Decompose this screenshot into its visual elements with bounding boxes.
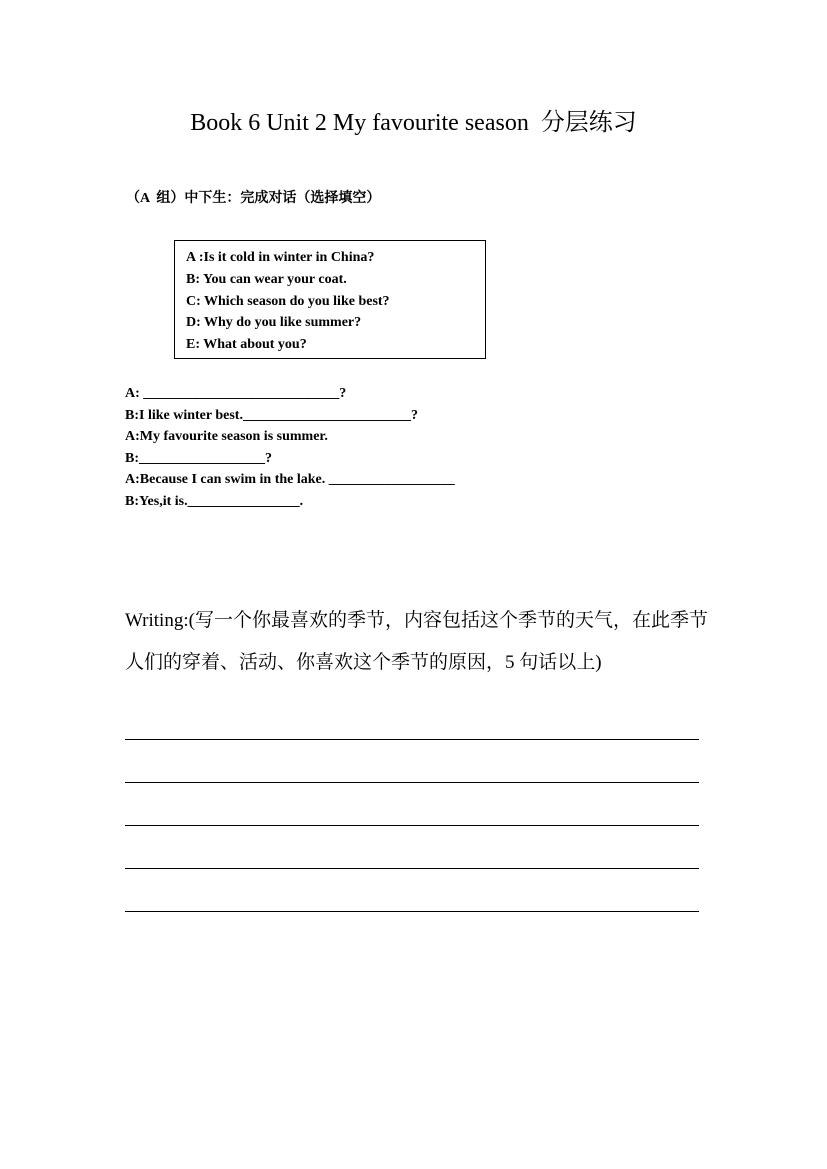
dialogue-line: B:Yes,it is.________________. — [125, 493, 304, 509]
option-c: C: Which season do you like best? — [186, 293, 390, 309]
page-title: Book 6 Unit 2 My favourite season 分层练习 — [190, 110, 637, 136]
option-d: D: Why do you like summer? — [186, 315, 362, 331]
dialogue-line: B:I like winter best.________________________? — [125, 407, 418, 423]
writing-answer-line-2 — [125, 782, 699, 783]
writing-answer-line-1 — [125, 739, 699, 740]
option-b: B: You can wear your coat. — [186, 271, 347, 287]
dialogue-line: B:__________________? — [125, 450, 272, 466]
section-a-heading: （A 组）中下生：完成对话（选择填空） — [126, 191, 381, 206]
writing-answer-line-4 — [125, 868, 699, 869]
dialogue-line: A: ____________________________? — [125, 386, 347, 401]
dialogue — [125, 383, 455, 513]
dialogue-line: A:Because I can swim in the lake. __________________ — [125, 472, 455, 488]
dialogue-line: A:My favourite season is summer. — [125, 429, 328, 445]
option-e: E: What about you? — [186, 337, 307, 353]
options-box — [174, 240, 486, 359]
option-a: A :Is it cold in winter in China? — [186, 250, 375, 265]
writing-answer-line-5 — [125, 911, 699, 912]
writing-answer-line-3 — [125, 825, 699, 826]
writing-prompt: Writing:(写一个你最喜欢的季节，内容包括这个季节的天气，在此季节人们的穿着、活动、你喜欢这个季节的原因，5 句话以上) — [125, 610, 708, 673]
